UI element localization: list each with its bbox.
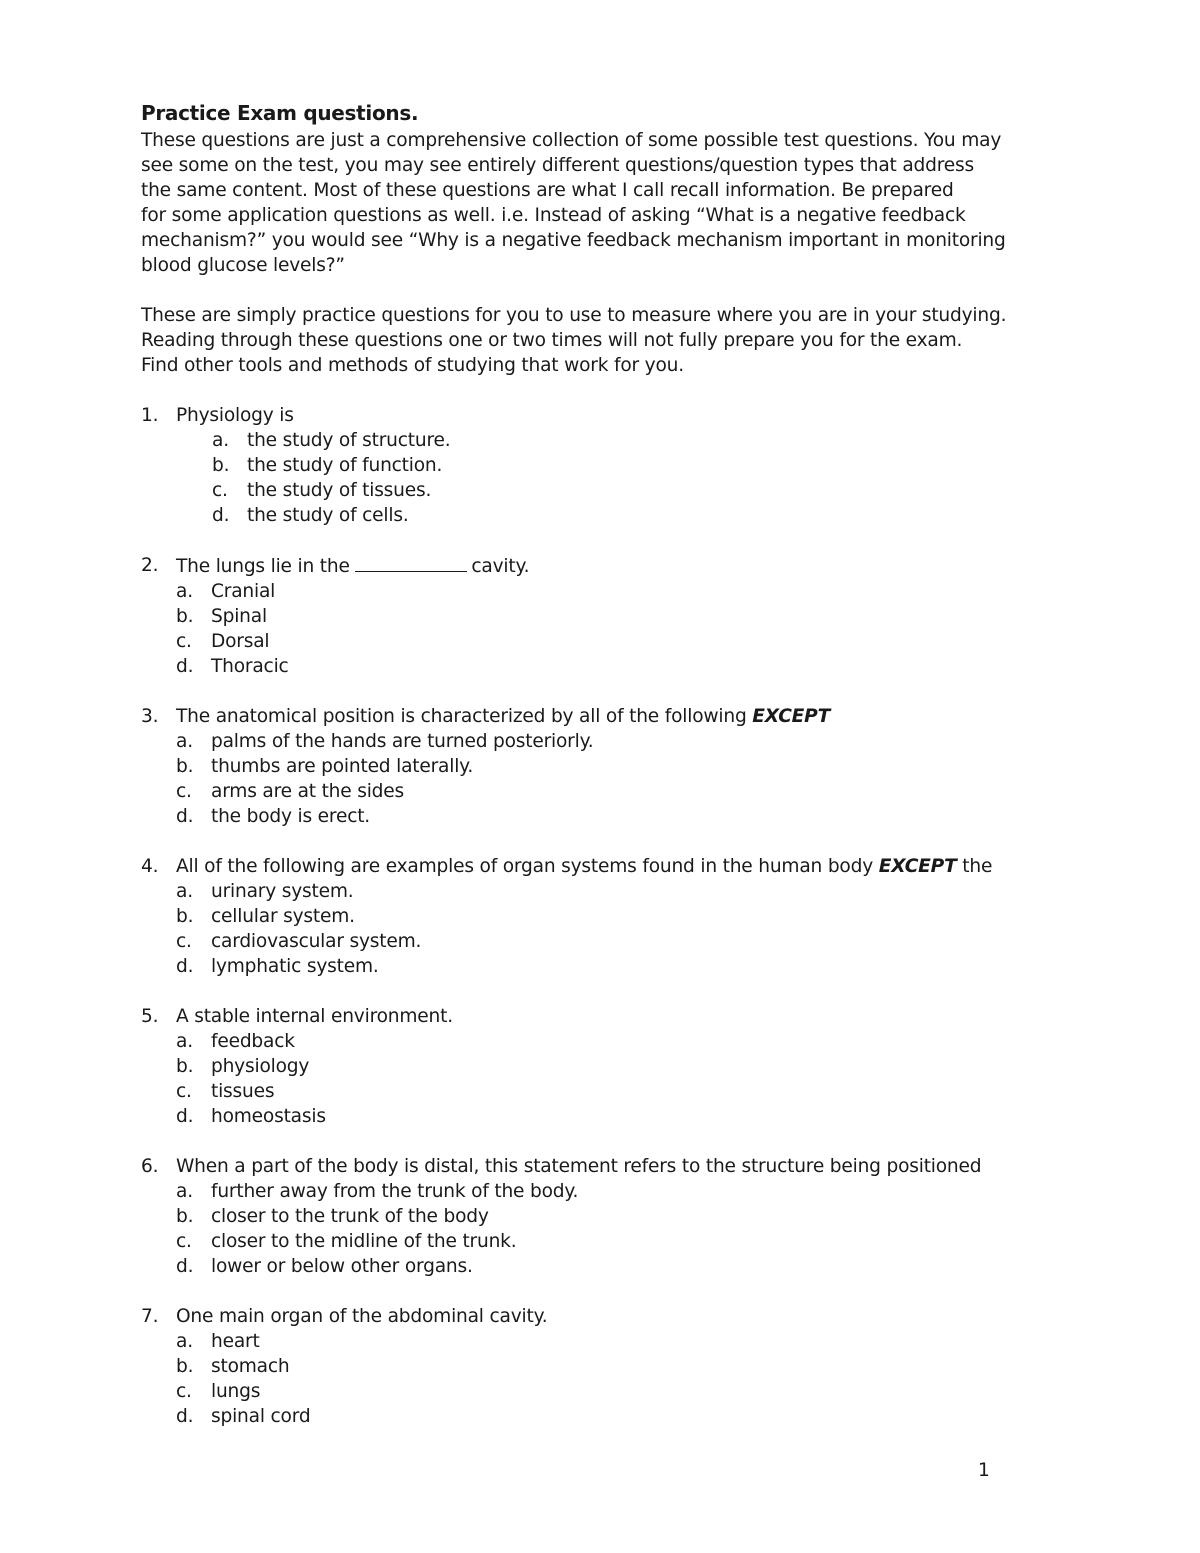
- option-letter: d.: [212, 505, 230, 526]
- answer-option: [176, 1079, 1071, 1104]
- answer-option: [212, 453, 1071, 478]
- option-text: Dorsal: [211, 631, 270, 652]
- option-text: closer to the trunk of the body: [211, 1206, 489, 1227]
- answer-option: [176, 1254, 1071, 1279]
- question-text: A stable internal environment.: [176, 1006, 453, 1027]
- option-text: Thoracic: [211, 656, 289, 677]
- question-text: Physiology is: [176, 405, 294, 426]
- answer-option: [176, 579, 1071, 604]
- question-text: All of the following are examples of organ systems found in the human body EXCEPT the: [176, 856, 993, 877]
- option-letter: b.: [176, 756, 194, 777]
- question-text: One main organ of the abdominal cavity.: [176, 1306, 548, 1327]
- answer-option: [176, 1354, 1071, 1379]
- question-stem: [141, 704, 1071, 729]
- question-number: 6.: [141, 1156, 159, 1177]
- answer-option: [176, 1204, 1071, 1229]
- question-stem: [141, 1154, 1071, 1179]
- answer-option: [176, 604, 1071, 629]
- question-text: The lungs lie in the cavity.: [176, 553, 529, 579]
- option-letter: c.: [176, 1231, 192, 1252]
- option-text: Cranial: [211, 581, 276, 602]
- option-letter: a.: [176, 1181, 193, 1202]
- option-letter: d.: [176, 1256, 194, 1277]
- option-text: lower or below other organs.: [211, 1256, 473, 1277]
- option-text: arms are at the sides: [211, 781, 405, 802]
- answer-option: [176, 1329, 1071, 1354]
- answer-option: [212, 428, 1071, 453]
- option-text: the study of cells.: [247, 505, 409, 526]
- answer-options: [141, 879, 1071, 979]
- option-letter: d.: [176, 956, 194, 977]
- option-letter: a.: [176, 581, 193, 602]
- answer-option: [176, 729, 1071, 754]
- option-text: cardiovascular system.: [211, 931, 422, 952]
- option-letter: d.: [176, 806, 194, 827]
- answer-option: [176, 1379, 1071, 1404]
- question-stem: [141, 1004, 1071, 1029]
- question-text: The anatomical position is characterized by all of the following EXCEPT: [176, 706, 831, 727]
- answer-option: [176, 779, 1071, 804]
- answer-options: [141, 1329, 1071, 1429]
- answer-option: [212, 478, 1071, 503]
- option-text: thumbs are pointed laterally.: [211, 756, 474, 777]
- option-letter: d.: [176, 1106, 194, 1127]
- answer-options: [141, 1179, 1071, 1279]
- option-text: further away from the trunk of the body.: [211, 1181, 579, 1202]
- question-2: [141, 553, 1071, 679]
- option-letter: b.: [176, 1206, 194, 1227]
- intro-paragraph-1: These questions are just a comprehensive collection of some possible test questions. You may see some on the test, you may see entirely different questions/question types that address the same content. Most of these questions are what I call recall information. Be prepared for some application questions as well. i.e. Instead of asking “What is a negative feedback mechanism?” you would see “Why is a negative feedback mechanism important in monitoring blood glucose levels?”: [141, 130, 1006, 276]
- option-letter: a.: [176, 1031, 193, 1052]
- option-text: tissues: [211, 1081, 275, 1102]
- option-letter: b.: [176, 906, 194, 927]
- option-letter: b.: [212, 455, 230, 476]
- intro-paragraph-2: These are simply practice questions for you to use to measure where you are in your studying. Reading through these questions one or two times will not fully prepare you for the exam. Find other tools and methods of studying that work for you.: [141, 305, 1007, 376]
- option-letter: d.: [176, 656, 194, 677]
- question-number: 3.: [141, 706, 159, 727]
- question-3: [141, 704, 1071, 829]
- question-number: 7.: [141, 1306, 159, 1327]
- document-page: [141, 98, 1071, 1454]
- option-text: cellular system.: [211, 906, 355, 927]
- option-text: urinary system.: [211, 881, 354, 902]
- answer-option: [176, 929, 1071, 954]
- answer-option: [176, 1104, 1071, 1129]
- option-letter: c.: [176, 631, 192, 652]
- option-text: heart: [211, 1331, 260, 1352]
- question-number: 5.: [141, 1006, 159, 1027]
- emphasis-text: EXCEPT: [752, 706, 831, 727]
- question-6: [141, 1154, 1071, 1279]
- option-text: stomach: [211, 1356, 290, 1377]
- answer-option: [176, 1229, 1071, 1254]
- question-number: 4.: [141, 856, 159, 877]
- answer-option: [176, 804, 1071, 829]
- option-letter: b.: [176, 1356, 194, 1377]
- option-text: the body is erect.: [211, 806, 371, 827]
- option-letter: c.: [176, 1381, 192, 1402]
- answer-options: [141, 428, 1071, 528]
- option-text: the study of structure.: [247, 430, 451, 451]
- option-letter: a.: [176, 1331, 193, 1352]
- answer-options: [141, 579, 1071, 679]
- option-letter: c.: [176, 1081, 192, 1102]
- question-number: 1.: [141, 405, 159, 426]
- fill-in-blank-line: [355, 553, 467, 572]
- question-stem: [141, 553, 1071, 579]
- question-5: [141, 1004, 1071, 1129]
- option-text: feedback: [211, 1031, 295, 1052]
- option-letter: c.: [212, 480, 228, 501]
- spacer: [141, 378, 1071, 403]
- answer-option: [176, 1404, 1071, 1429]
- option-letter: b.: [176, 606, 194, 627]
- answer-option: [176, 879, 1071, 904]
- question-number: 2.: [141, 555, 159, 576]
- option-text: closer to the midline of the trunk.: [211, 1231, 517, 1252]
- option-text: Spinal: [211, 606, 267, 627]
- answer-options: [141, 1029, 1071, 1129]
- question-7: [141, 1304, 1071, 1429]
- option-letter: b.: [176, 1056, 194, 1077]
- question-stem: [141, 1304, 1071, 1329]
- question-stem: [141, 403, 1071, 428]
- answer-option: [176, 1179, 1071, 1204]
- option-text: the study of function.: [247, 455, 443, 476]
- option-letter: d.: [176, 1406, 194, 1427]
- option-text: lungs: [211, 1381, 261, 1402]
- option-letter: c.: [176, 781, 192, 802]
- answer-option: [176, 654, 1071, 679]
- question-stem: [141, 854, 1071, 879]
- answer-option: [176, 1054, 1071, 1079]
- emphasis-text: EXCEPT: [878, 856, 957, 877]
- option-letter: a.: [212, 430, 229, 451]
- question-1: [141, 403, 1071, 528]
- option-text: lymphatic system.: [211, 956, 379, 977]
- option-letter: a.: [176, 881, 193, 902]
- option-letter: c.: [176, 931, 192, 952]
- option-text: physiology: [211, 1056, 310, 1077]
- question-4: [141, 854, 1071, 979]
- page-number: 1: [978, 1460, 990, 1481]
- page-title: Practice Exam questions.: [141, 101, 419, 125]
- option-letter: a.: [176, 731, 193, 752]
- answer-options: [141, 729, 1071, 829]
- question-text: When a part of the body is distal, this statement refers to the structure being positioned: [176, 1156, 982, 1177]
- answer-option: [176, 904, 1071, 929]
- spacer: [141, 278, 1071, 303]
- option-text: homeostasis: [211, 1106, 326, 1127]
- option-text: palms of the hands are turned posteriorly.: [211, 731, 594, 752]
- answer-option: [176, 954, 1071, 979]
- answer-option: [212, 503, 1071, 528]
- option-text: spinal cord: [211, 1406, 311, 1427]
- option-text: the study of tissues.: [247, 480, 432, 501]
- answer-option: [176, 754, 1071, 779]
- answer-option: [176, 1029, 1071, 1054]
- answer-option: [176, 629, 1071, 654]
